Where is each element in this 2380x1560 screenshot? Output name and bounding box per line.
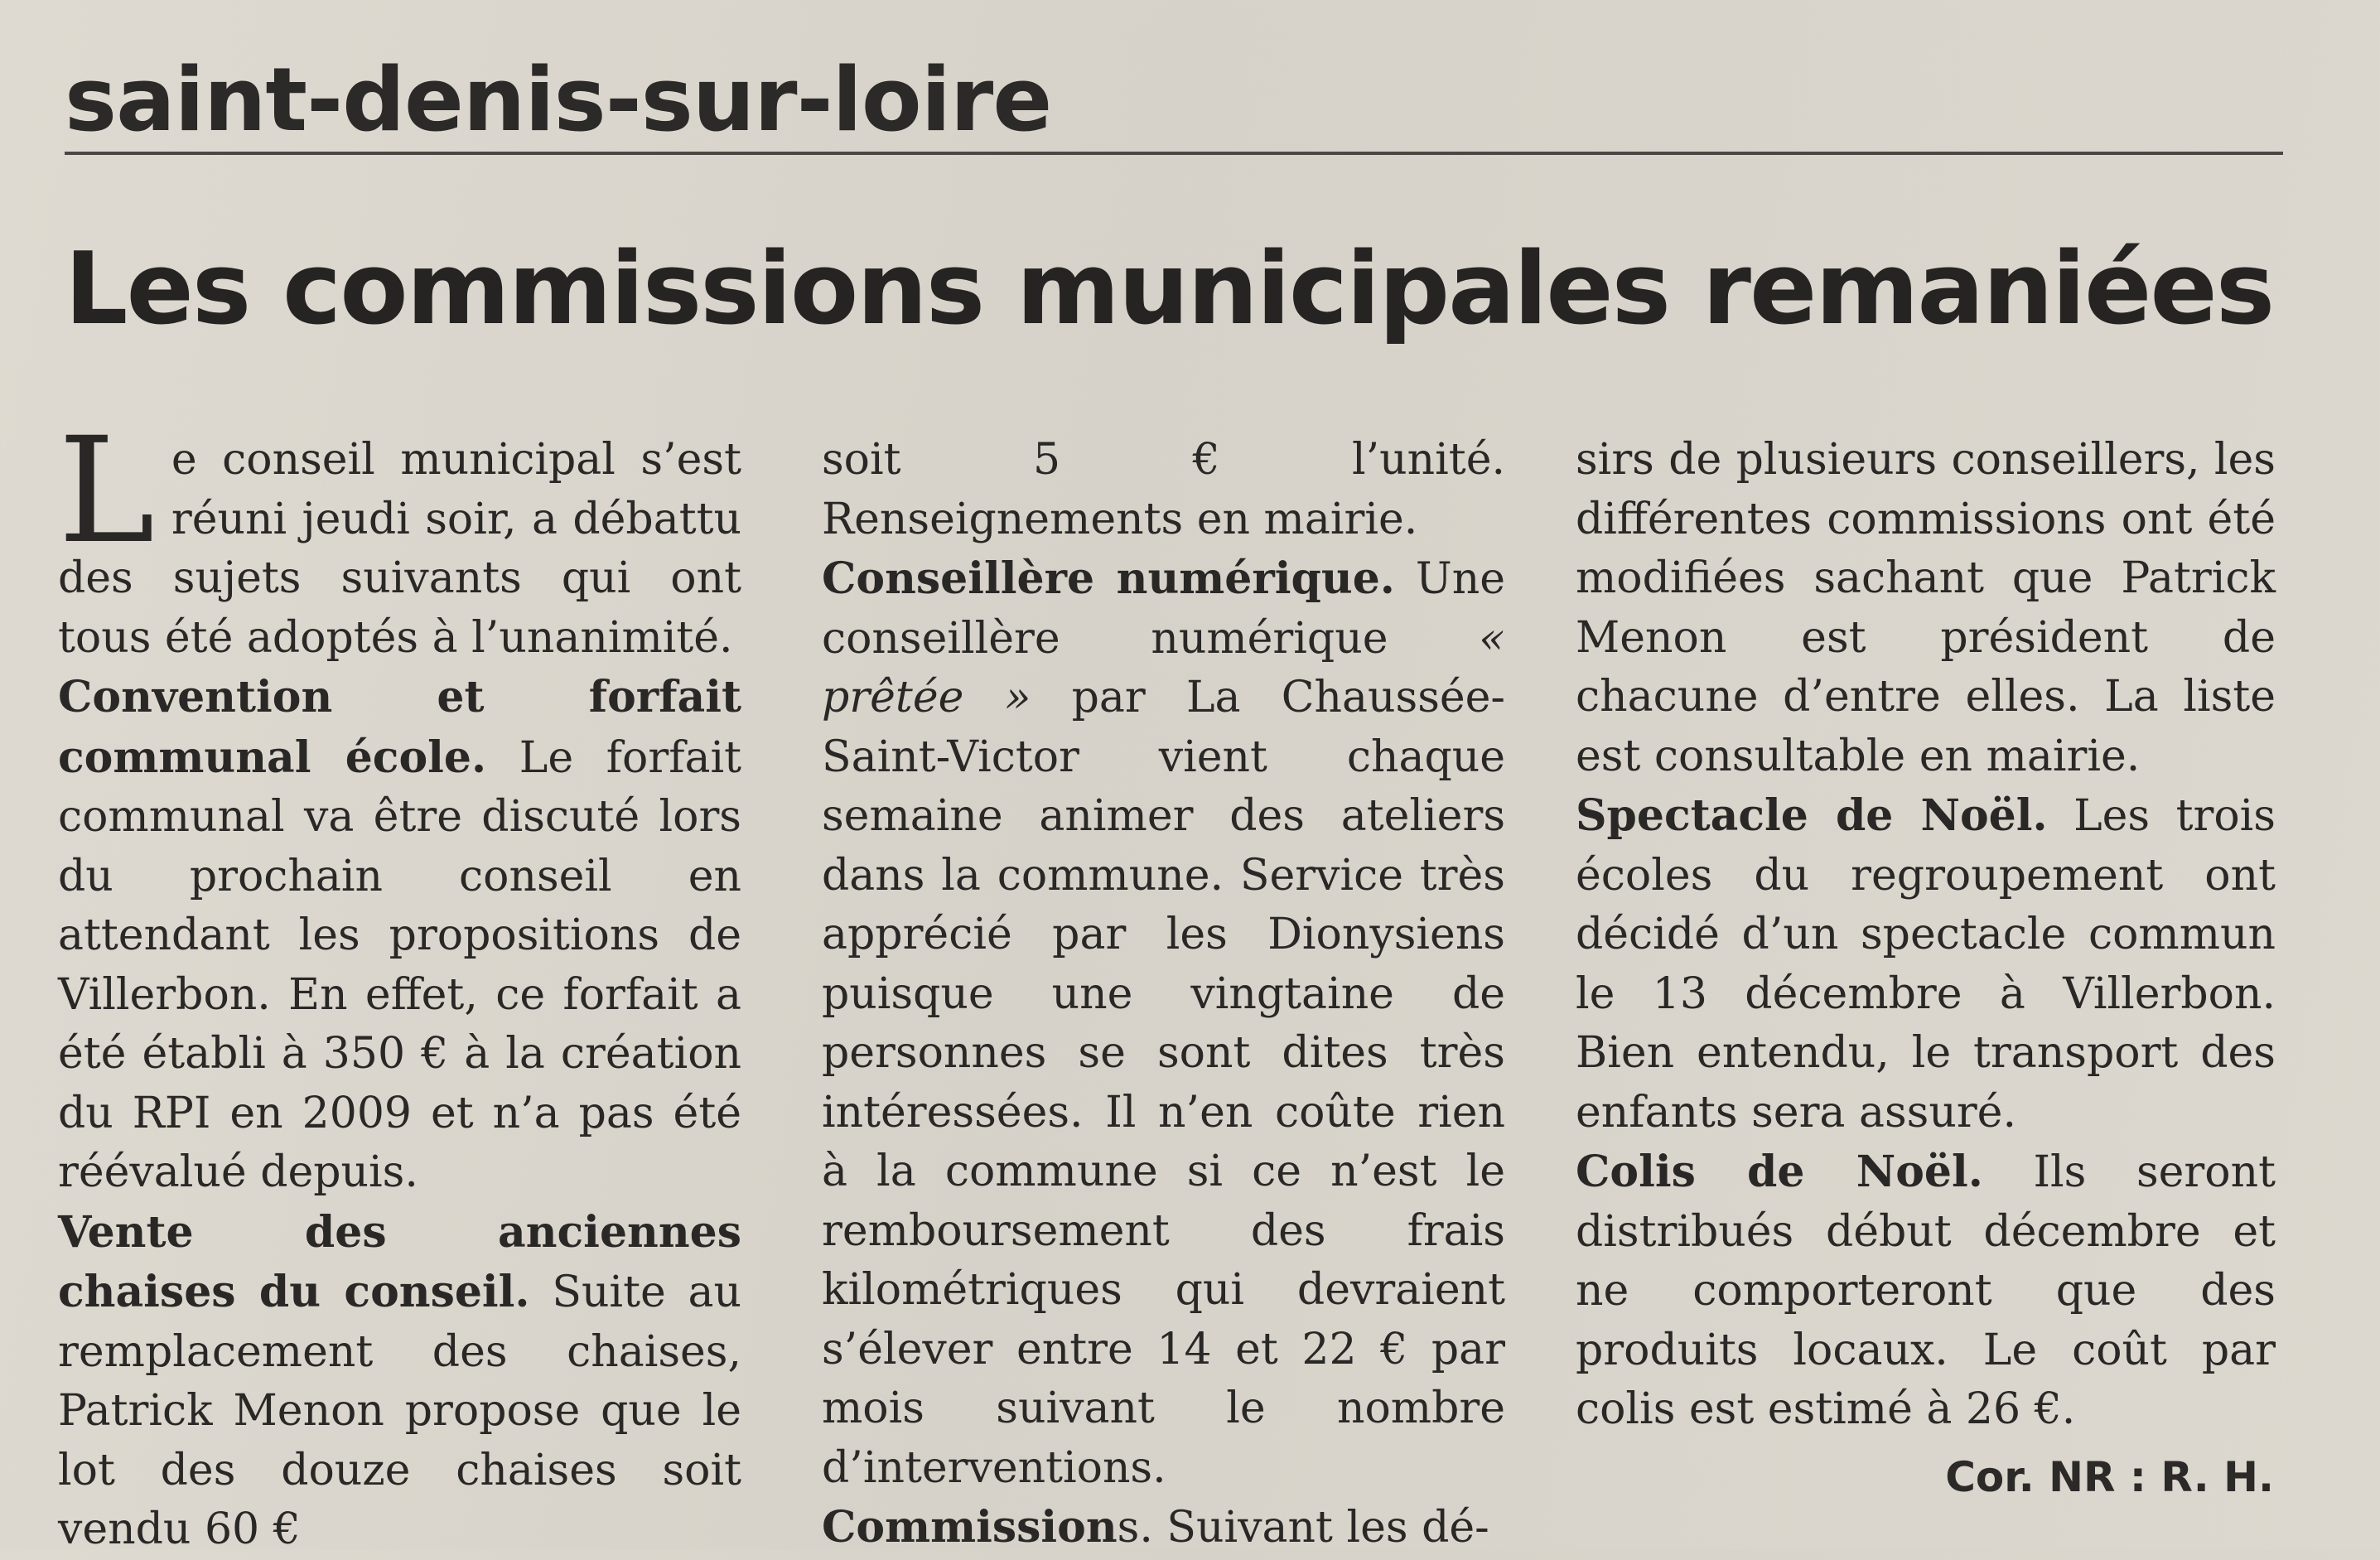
commissions-body-continued: sirs de plusieurs conseillers, les différentes commissions ont été modifiées sachant que Patrick Menon est président de chacune d’entre elles. La liste est consultable en mairie. bbox=[1576, 435, 2276, 781]
chaises-heading: Vente des anciennes chaises du conseil. bbox=[58, 1206, 741, 1317]
intro-paragraph bbox=[58, 406, 741, 668]
drop-cap: L bbox=[58, 406, 155, 576]
numerique-body-end: par La Chaussée-Saint-Victor vient chaque semaine animer des ateliers dans la commune. Service très apprécié par les Dionysiens puisque une vingtaine de personnes se sont dites très intéressées. Il n’en coûte rien à la commune si ce n’est le remboursement des frais kilométriques qui devraient s’élever entre 14 et 22 € par mois suivant le nombre d’interventions. bbox=[822, 673, 1505, 1493]
spectacle-heading: Spectacle de Noël. bbox=[1576, 790, 2048, 841]
article-headline: Les commissions municipales remaniées bbox=[65, 232, 2274, 347]
colis-heading: Colis de Noël. bbox=[1576, 1147, 1983, 1197]
convention-body: Le forfait communal va être discuté lors du prochain conseil en attendant les propositions de Villerbon. En effet, ce forfait a été établi à 350 € à la création du RPI en 2009 et n’a pas été réévalué depuis. bbox=[58, 732, 741, 1197]
section-title: saint-denis-sur-loire bbox=[65, 49, 1052, 151]
commissions-continued bbox=[1576, 431, 2276, 786]
correspondent-credit: Cor. NR : R. H. bbox=[1945, 1453, 2274, 1501]
commissions-body: Suivant les dé- bbox=[1152, 1503, 1489, 1553]
article-column-2 bbox=[822, 431, 1505, 1558]
article-column-1 bbox=[58, 406, 742, 1560]
commissions-heading: Commission bbox=[822, 1502, 1118, 1553]
numerique-quote: « prêtée » bbox=[822, 613, 1505, 722]
numerique-heading: Conseillère numérique. bbox=[822, 553, 1395, 604]
commissions-heading-tail: s. bbox=[1117, 1503, 1153, 1553]
section-header bbox=[65, 48, 2283, 155]
numerique-paragraph bbox=[822, 549, 1505, 1498]
convention-paragraph bbox=[58, 668, 741, 1203]
article-column-3 bbox=[1576, 431, 2276, 1440]
intro-text: e conseil municipal s’est réuni jeudi soir, a débattu des sujets suivants qui ont tous été adoptés à l’unanimité. bbox=[58, 435, 741, 663]
chaises-body-continued: soit 5 € l’unité. Renseignements en mairie. bbox=[822, 435, 1505, 544]
spectacle-paragraph bbox=[1576, 786, 2276, 1142]
chaises-continued bbox=[822, 431, 1505, 549]
colis-paragraph bbox=[1576, 1142, 2276, 1440]
chaises-paragraph bbox=[58, 1203, 741, 1560]
numerique-body-start: Une conseillère numérique bbox=[822, 554, 1505, 664]
convention-heading: Convention et forfait communal école. bbox=[58, 672, 741, 783]
spectacle-body: Les trois écoles du regroupement ont décidé d’un spectacle commun le 13 décembre à Villerbon. Bien entendu, le transport des enfants sera assuré. bbox=[1576, 791, 2276, 1137]
colis-body: Ils seront distribués début décembre et ne comporteront que des produits locaux. Le coût par colis est estimé à 26 €. bbox=[1576, 1147, 2276, 1434]
chaises-body: Suite au remplacement des chaises, Patrick Menon propose que le lot des douze chaises soit vendu 60 € bbox=[58, 1268, 742, 1554]
